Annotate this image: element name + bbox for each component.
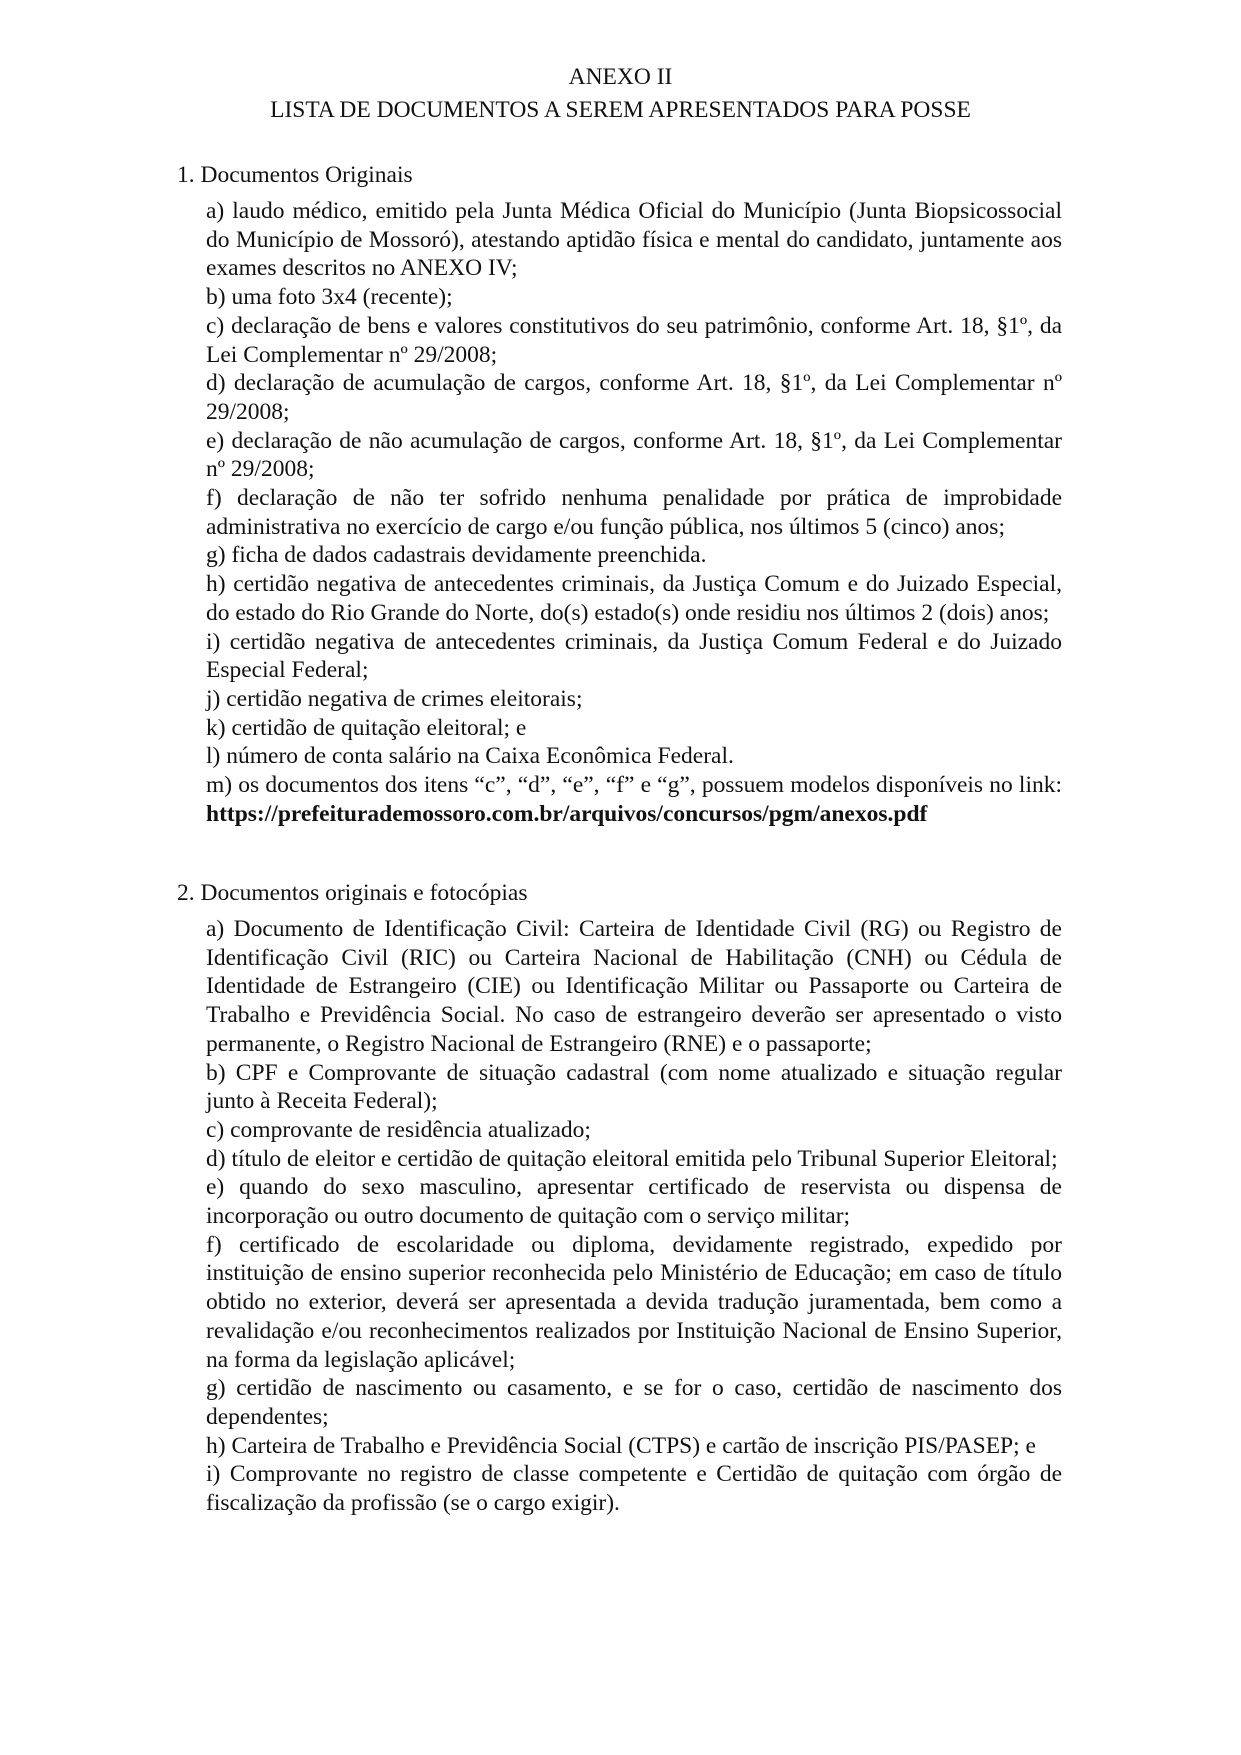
list-item: g) certidão de nascimento ou casamento, e se for o caso, certidão de nascimento dos dependentes; (206, 1375, 1062, 1430)
list-item: c) declaração de bens e valores constitutivos do seu patrimônio, conforme Art. 18, §1º, da Lei Complementar nº 29/2008; (206, 312, 1062, 368)
list-item: l) número de conta salário na Caixa Econômica Federal. (206, 743, 734, 770)
models-text: m) os documentos dos itens “c”, “d”, “e”, “f” e “g”, possuem modelos disponíveis no link: (206, 772, 1062, 799)
list-item: a) Documento de Identificação Civil: Carteira de Identidade Civil (RG) ou Registro de Identificação Civil (RIC) ou Carteira Nacional de Habilitação (CNH) ou Cédula de Identidade de Estrangeiro (CIE) ou Identificação Militar ou Passaporte ou Carteira de Trabalho e Previdência Social. No caso de estrangeiro deverão ser apresentado o visto permanente, o Registro Nacional de Estrangeiro (RNE) e o passaporte; (206, 916, 1062, 1057)
list-item-models (206, 771, 1062, 828)
document-list (206, 915, 1062, 1518)
list-item: e) quando do sexo masculino, apresentar certificado de reservista ou dispensa de incorporação ou outro documento de quitação com o serviço militar; (206, 1174, 1062, 1230)
list-item: d) declaração de acumulação de cargos, conforme Art. 18, §1º, da Lei Complementar nº 29/2008; (206, 370, 1062, 425)
list-item: b) uma foto 3x4 (recente); (206, 284, 453, 311)
annex-download-link[interactable]: https://prefeiturademossoro.com.br/arquivos/concursos/pgm/anexos.pdf (206, 800, 928, 827)
section-heading: 1. Documentos Originais (177, 162, 413, 188)
list-item: a) laudo médico, emitido pela Junta Médica Oficial do Município (Junta Biopsicossocial do Município de Mossoró), atestando aptidão física e mental do candidato, juntamente aos exames descritos no ANEXO IV; (206, 198, 1062, 282)
list-title: LISTA DE DOCUMENTOS A SEREM APRESENTADOS PARA POSSE (270, 97, 971, 123)
section-heading: 2. Documentos originais e fotocópias (177, 880, 528, 906)
section-original-documents (177, 161, 1062, 828)
list-item: f) certificado de escolaridade ou diploma, devidamente registrado, expedido por instituição de ensino superior reconhecida pelo Ministério de Educação; em caso de título obtido no exterior, deverá ser apresentada a devida tradução juramentada, bem como a revalidação e/ou reconhecimentos realizados por Instituição Nacional de Ensino Superior, na forma da legislação aplicável; (206, 1231, 1062, 1373)
list-item: e) declaração de não acumulação de cargos, conforme Art. 18, §1º, da Lei Complementar nº 29/2008; (206, 427, 1062, 483)
list-item: h) certidão negativa de antecedentes criminais, da Justiça Comum e do Juizado Especial, do estado do Rio Grande do Norte, do(s) estado(s) onde residiu nos últimos 2 (dois) anos; (206, 571, 1062, 626)
document-list (206, 197, 1062, 828)
list-item: j) certidão negativa de crimes eleitorais; (206, 685, 583, 712)
list-item: i) certidão negativa de antecedentes criminais, da Justiça Comum Federal e do Juizado Especial Federal; (206, 628, 1062, 684)
list-item: i) Comprovante no registro de classe competente e Certidão de quitação com órgão de fiscalização da profissão (se o cargo exigir). (206, 1461, 1062, 1517)
section-originals-and-copies (177, 879, 1062, 1518)
list-item: f) declaração de não ter sofrido nenhuma penalidade por prática de improbidade administrativa no exercício de cargo e/ou função pública, nos últimos 5 (cinco) anos; (206, 485, 1062, 540)
list-item: k) certidão de quitação eleitoral; e (206, 714, 527, 741)
list-item: g) ficha de dados cadastrais devidamente preenchida. (206, 542, 707, 569)
annex-title: ANEXO II (568, 64, 673, 90)
list-item: c) comprovante de residência atualizado; (206, 1116, 591, 1143)
list-item: h) Carteira de Trabalho e Previdência Social (CTPS) e cartão de inscrição PIS/PASEP; e (206, 1432, 1036, 1459)
list-item: b) CPF e Comprovante de situação cadastral (com nome atualizado e situação regular junto à Receita Federal); (206, 1059, 1062, 1115)
list-item: d) título de eleitor e certidão de quitação eleitoral emitida pelo Tribunal Superior Eleitoral; (206, 1145, 1058, 1172)
